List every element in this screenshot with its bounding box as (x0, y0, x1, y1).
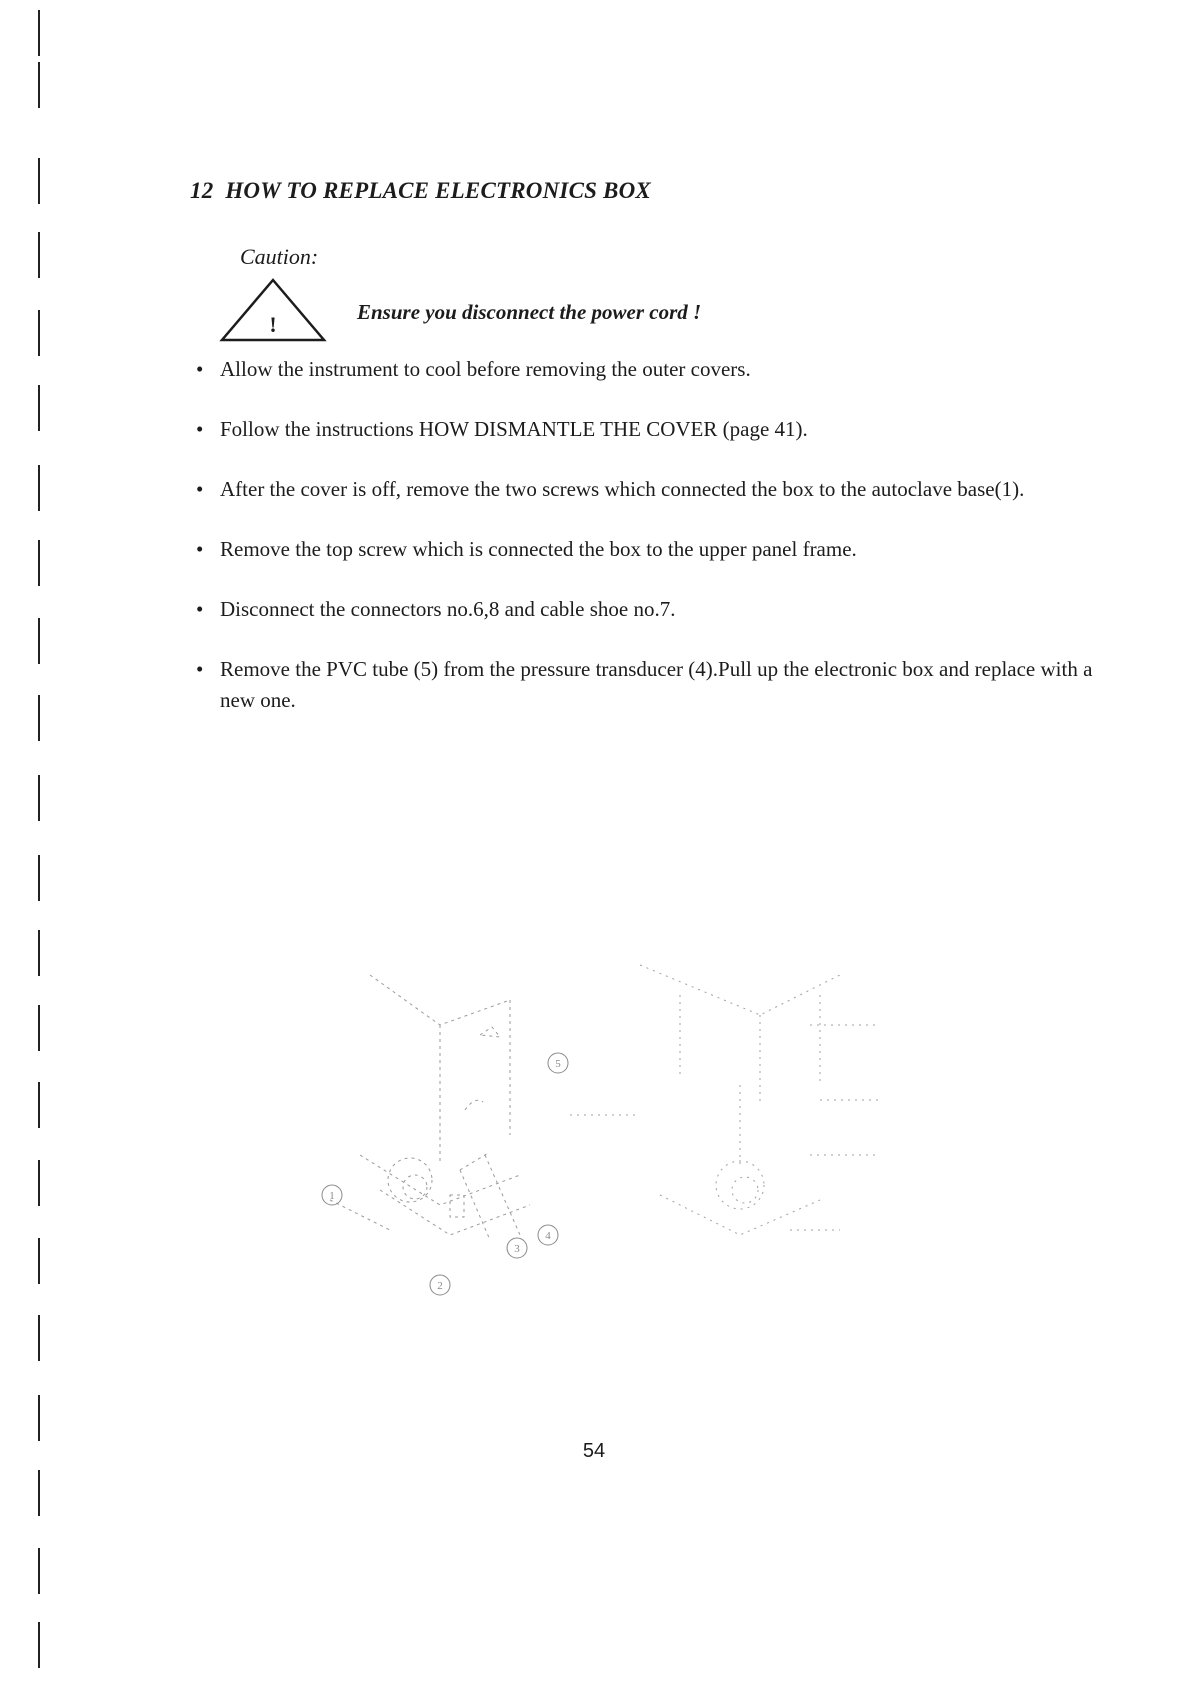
section-number: 12 (190, 178, 214, 203)
callout-label: 5 (555, 1058, 561, 1070)
diagram-right-assembly (570, 965, 880, 1235)
section-title-text: HOW TO REPLACE ELECTRONICS BOX (225, 178, 651, 203)
caution-label: Caution: (240, 244, 319, 269)
instruction-item (196, 534, 1096, 565)
callout-label: 2 (437, 1280, 443, 1292)
binding-margin (0, 0, 60, 1688)
binding-mark (38, 1315, 40, 1361)
binding-mark (38, 385, 40, 431)
instruction-text: Disconnect the connectors no.6,8 and cable shoe no.7. (220, 597, 676, 621)
callout-label: 3 (514, 1243, 520, 1255)
binding-mark (38, 540, 40, 586)
binding-mark (38, 10, 40, 56)
binding-mark (38, 1548, 40, 1594)
binding-mark (38, 695, 40, 741)
warning-text: Ensure you disconnect the power cord ! (357, 300, 702, 324)
bullet: • (196, 657, 204, 681)
binding-mark (38, 465, 40, 511)
callout-labels (329, 1058, 561, 1292)
instruction-text: Remove the PVC tube (5) from the pressure transducer (4).Pull up the electronic box and replace with a new one. (220, 657, 1093, 712)
binding-mark (38, 775, 40, 821)
binding-mark (38, 62, 40, 108)
binding-mark (38, 1082, 40, 1128)
diagram-left-assembly (330, 975, 530, 1240)
bullet: • (196, 357, 204, 381)
bullet: • (196, 417, 204, 441)
warning-symbol: ! (269, 312, 277, 337)
binding-mark (38, 1238, 40, 1284)
callout-label: 4 (545, 1230, 551, 1242)
binding-mark (38, 158, 40, 204)
instruction-item (196, 594, 1096, 625)
instruction-item (196, 474, 1096, 505)
binding-mark (38, 1622, 40, 1668)
binding-mark (38, 855, 40, 901)
bullet: • (196, 537, 204, 561)
binding-mark (38, 930, 40, 976)
bullet: • (196, 597, 204, 621)
warning-triangle-icon (218, 276, 328, 344)
instruction-item (196, 354, 1096, 385)
instruction-text: After the cover is off, remove the two screws which connected the box to the autoclave base(1). (220, 477, 1025, 501)
binding-mark (38, 310, 40, 356)
binding-mark (38, 232, 40, 278)
binding-mark (38, 618, 40, 664)
page-number: 54 (582, 1440, 606, 1462)
binding-mark (38, 1470, 40, 1516)
callout-label: 1 (329, 1190, 335, 1202)
instruction-item (196, 414, 1096, 445)
binding-mark (38, 1395, 40, 1441)
instruction-text: Remove the top screw which is connected the box to the upper panel frame. (220, 537, 857, 561)
binding-mark (38, 1005, 40, 1051)
section-title (190, 178, 651, 204)
instruction-text: Follow the instructions HOW DISMANTLE THE COVER (page 41). (220, 417, 808, 441)
instruction-text: Allow the instrument to cool before removing the outer covers. (220, 357, 751, 381)
electronics-box-diagram (320, 905, 940, 1325)
diagram-callouts (322, 1053, 568, 1295)
binding-mark (38, 1160, 40, 1206)
instruction-item (196, 654, 1096, 716)
bullet: • (196, 477, 204, 501)
